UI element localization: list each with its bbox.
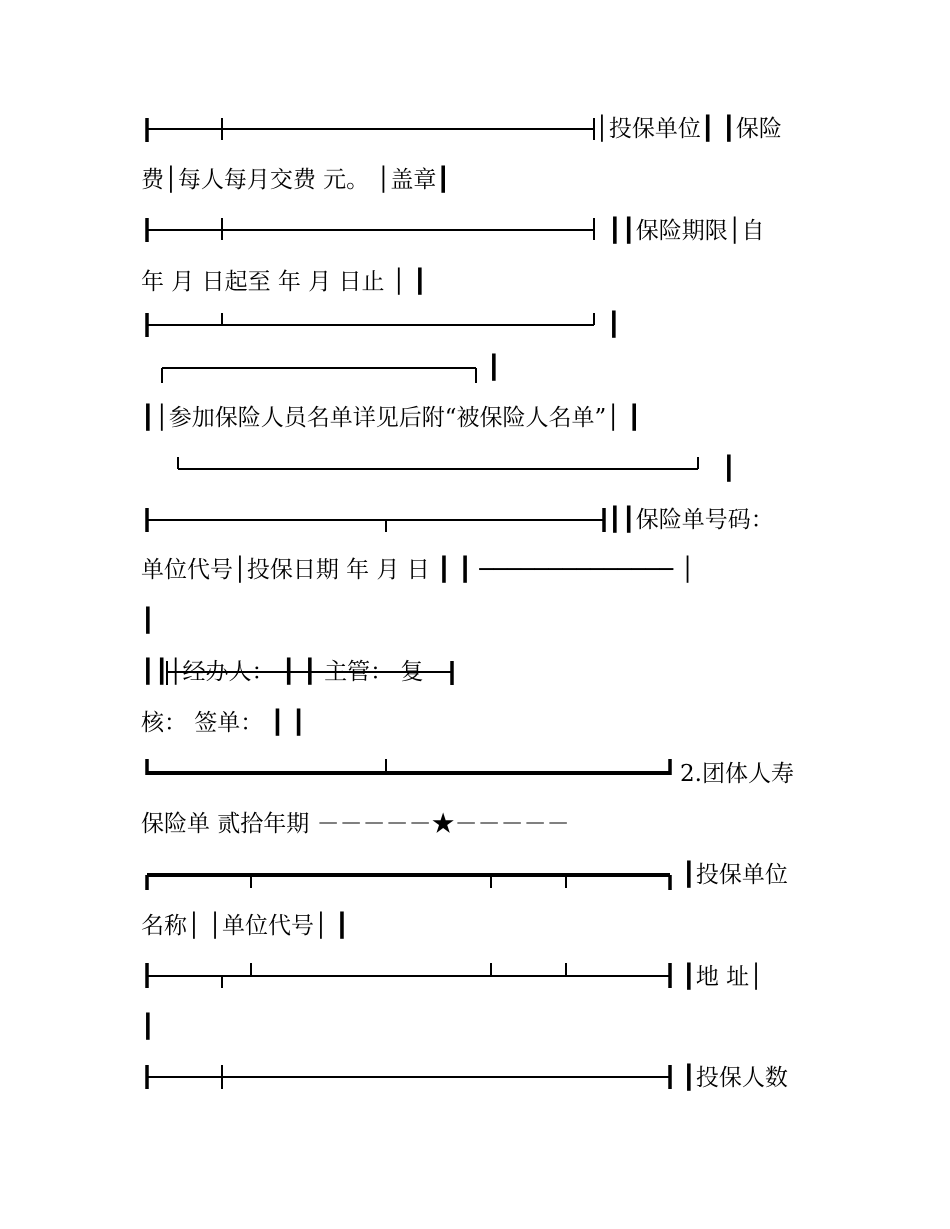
text-segment: ┃投保单位 — [682, 862, 788, 888]
text-line — [141, 398, 641, 438]
text-line — [680, 754, 794, 794]
text-segment: │投保单位┃ ┃保险 — [595, 116, 782, 142]
text-segment: ┃地 址│ — [682, 964, 764, 990]
text-segment: 年 月 日起至 年 月 日止 │ ┃ — [141, 269, 427, 295]
text-segment: ┃│参加保险人员名单详见后附“被保险人名单”│ ┃ — [141, 405, 642, 431]
text-line — [141, 601, 155, 641]
text-line — [682, 1058, 788, 1098]
table-border-rule — [144, 1062, 679, 1092]
text-line — [141, 160, 450, 200]
text-segment: ┃┃保险期限│自 — [608, 218, 765, 244]
text-segment: 费│每人每月交费 元。 │盖章┃ — [141, 167, 451, 193]
text-segment: ┃ — [141, 1014, 155, 1040]
text-line — [487, 348, 501, 388]
text-segment: ┃┃保险单号码： — [608, 507, 774, 533]
text-segment: 2.团体人寿 — [680, 761, 794, 787]
text-line — [141, 550, 694, 590]
table-border-rule — [144, 215, 604, 245]
text-segment: ┃投保人数 — [682, 1065, 788, 1091]
table-border-rule — [144, 870, 679, 895]
text-line — [141, 1007, 155, 1047]
text-line — [682, 957, 763, 997]
table-border-rule — [144, 310, 604, 340]
table-border-rule — [144, 505, 614, 535]
table-border-rule — [144, 756, 679, 781]
text-segment: ┃ — [487, 355, 501, 381]
text-line — [141, 262, 427, 302]
table-border-rule — [144, 960, 679, 992]
text-line — [608, 500, 774, 540]
text-line — [141, 804, 570, 844]
text-line — [141, 906, 349, 946]
text-segment: 核： 签单： ┃ ┃ — [141, 710, 306, 736]
text-line — [141, 703, 306, 743]
text-segment: 单位代号│投保日期 年 月 日 ┃ ┃ ────────────── │ — [141, 557, 695, 583]
text-segment: 名称│ │单位代号│ ┃ — [141, 913, 350, 939]
table-border-rule — [174, 455, 704, 475]
text-line — [607, 305, 621, 345]
text-segment: ┃ — [141, 608, 155, 634]
text-line — [608, 211, 765, 251]
text-line — [141, 652, 423, 692]
table-border-rule — [158, 366, 488, 386]
text-segment: ┃┃│经办人： ┃ ┃ 主管： 复 — [141, 659, 424, 685]
text-line — [595, 109, 782, 149]
text-segment: ┃ — [722, 456, 736, 482]
text-segment: 保险单 贰拾年期 －－－－－★－－－－－ — [141, 811, 570, 837]
text-line — [722, 449, 736, 489]
text-line — [682, 855, 788, 895]
text-segment: ┃ — [607, 312, 621, 338]
table-border-rule — [144, 115, 604, 145]
